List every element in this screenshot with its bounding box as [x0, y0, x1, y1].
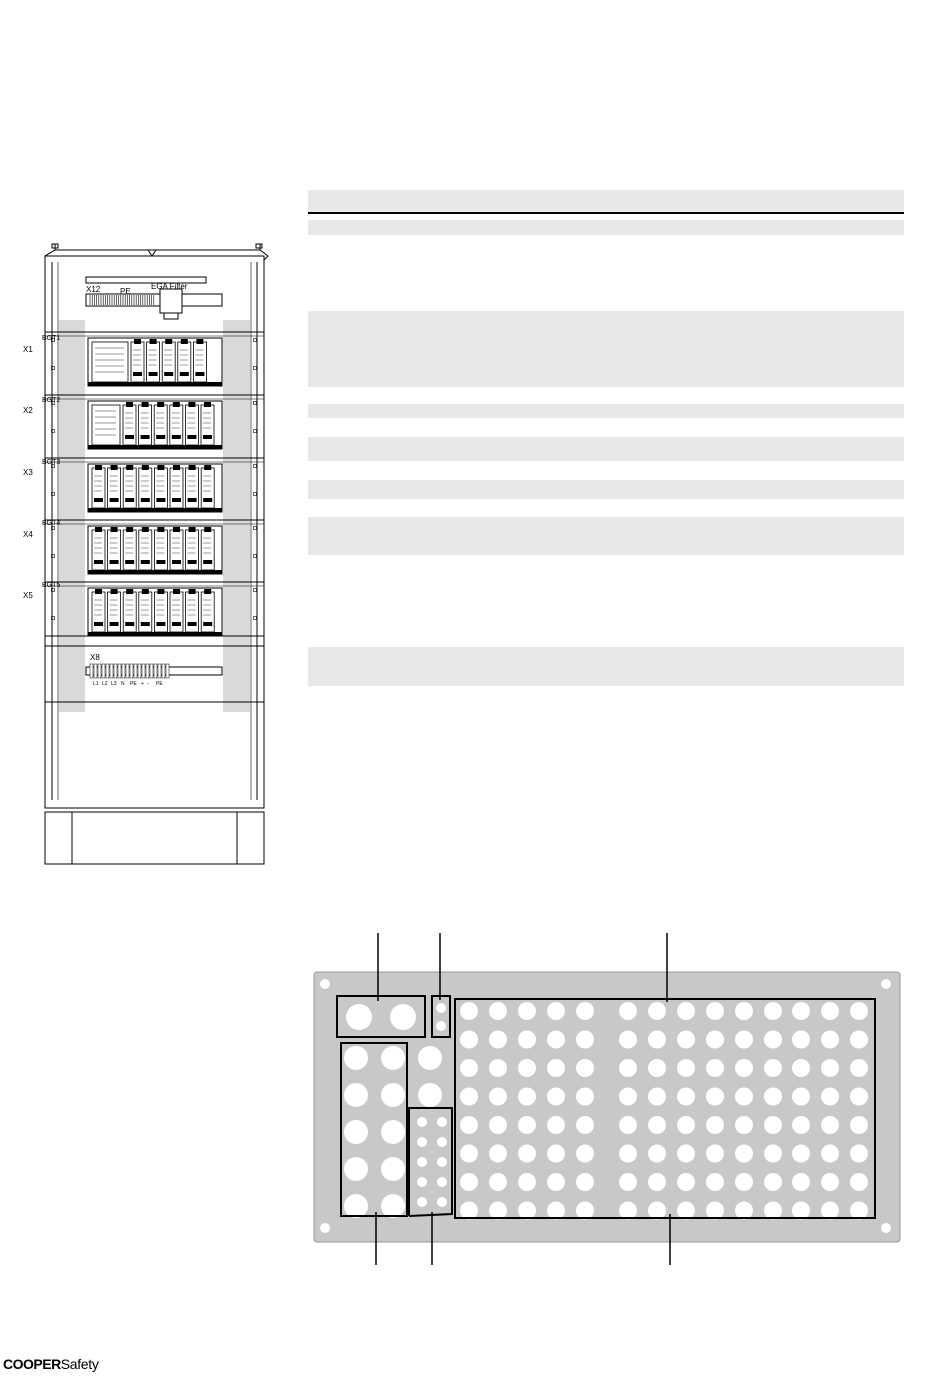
top-terminal-label: X12	[86, 285, 101, 294]
cable-entry-hole	[764, 1116, 782, 1134]
cable-entry-hole	[547, 1202, 565, 1220]
terminal-block	[162, 664, 165, 678]
terminal-marking: N	[121, 681, 125, 687]
cable-entry-hole	[518, 1145, 536, 1163]
module-connector	[142, 402, 149, 407]
module-connector	[189, 589, 196, 594]
cable-entry-hole	[850, 1002, 868, 1020]
cable-entry-hole	[619, 1173, 637, 1191]
cable-entry-hole	[648, 1173, 666, 1191]
cable-entry-hole	[619, 1059, 637, 1077]
cable-entry-hole	[518, 1088, 536, 1106]
module-connector	[157, 527, 164, 532]
terminal-block	[130, 664, 133, 678]
terminal-marking: +	[141, 681, 144, 687]
terminal-block	[166, 664, 169, 678]
terminal-block	[118, 664, 121, 678]
module-connector	[203, 622, 212, 626]
cable-entry-hole	[764, 1088, 782, 1106]
gland-plate	[314, 933, 900, 1265]
mount-hole	[881, 979, 891, 989]
rack-rail	[88, 508, 222, 512]
module-connector	[156, 622, 165, 626]
cable-entry-hole	[381, 1083, 405, 1107]
cable-entry-hole	[390, 1004, 416, 1030]
cable-entry-hole	[518, 1202, 536, 1220]
module-connector	[180, 372, 189, 376]
cable-entry-hole	[735, 1145, 753, 1163]
module-connector	[110, 498, 119, 502]
ega-filter	[160, 289, 182, 313]
cable-entry-hole	[706, 1145, 724, 1163]
cable-entry-hole	[850, 1059, 868, 1077]
cable-entry-hole	[648, 1031, 666, 1049]
cable-entry-hole	[518, 1031, 536, 1049]
cable-entry-hole	[764, 1031, 782, 1049]
module-connector	[142, 527, 149, 532]
module-connector	[157, 589, 164, 594]
cable-entry-hole	[792, 1116, 810, 1134]
cable-entry-hole	[764, 1002, 782, 1020]
module-connector	[141, 498, 150, 502]
cable-entry-hole	[344, 1083, 368, 1107]
top-pe-label: PE	[120, 287, 131, 296]
module-connector	[126, 589, 133, 594]
cable-entry-hole	[547, 1002, 565, 1020]
module-connector	[173, 465, 180, 470]
terminal-block	[142, 664, 145, 678]
cable-entry-hole	[735, 1002, 753, 1020]
terminal-block	[158, 664, 161, 678]
terminal-marking: L3	[111, 681, 117, 687]
module-connector	[156, 435, 165, 439]
cable-entry-hole	[547, 1173, 565, 1191]
cable-entry-hole	[460, 1116, 478, 1134]
module-connector	[126, 465, 133, 470]
module-connector	[172, 498, 181, 502]
cable-entry-hole	[436, 1003, 446, 1013]
cable-entry-hole	[576, 1088, 594, 1106]
cable-entry-hole	[792, 1202, 810, 1220]
cable-entry-hole	[706, 1059, 724, 1077]
cable-entry-hole	[489, 1202, 507, 1220]
cable-entry-hole	[547, 1031, 565, 1049]
terminal-marking: PE	[130, 681, 137, 687]
cable-entry-hole	[648, 1202, 666, 1220]
module-connector	[204, 527, 211, 532]
module-connector	[125, 622, 134, 626]
module-connector	[111, 589, 118, 594]
rack-rail	[88, 445, 222, 449]
cable-entry-hole	[436, 1021, 446, 1031]
cable-entry-hole	[792, 1173, 810, 1191]
cable-entry-hole	[576, 1116, 594, 1134]
terminal-marking: -	[147, 681, 149, 687]
cable-entry-hole	[648, 1116, 666, 1134]
cable-entry-hole	[437, 1157, 447, 1167]
mount-hole	[320, 1223, 330, 1233]
cable-entry-hole	[437, 1197, 447, 1207]
module-connector	[126, 402, 133, 407]
module-connector	[95, 527, 102, 532]
cable-entry-hole	[489, 1031, 507, 1049]
strip-label: X2	[23, 406, 33, 415]
strip-label: X5	[23, 591, 33, 600]
terminal-marking: L2	[102, 681, 108, 687]
cable-entry-hole	[460, 1059, 478, 1077]
cable-entry-hole	[418, 1046, 442, 1070]
module-connector	[188, 560, 197, 564]
cable-entry-hole	[518, 1002, 536, 1020]
cable-entry-hole	[677, 1031, 695, 1049]
module-label: BGT1	[42, 335, 61, 342]
cable-entry-hole	[381, 1046, 405, 1070]
cable-entry-hole	[576, 1173, 594, 1191]
module-connector	[111, 527, 118, 532]
terminal-block	[114, 664, 117, 678]
filter-label: EGA Filter	[151, 282, 188, 291]
cable-entry-hole	[417, 1117, 427, 1127]
cable-entry-hole	[706, 1116, 724, 1134]
cable-entry-hole	[346, 1004, 372, 1030]
cable-entry-hole	[850, 1116, 868, 1134]
cooper-safety-logo	[3, 1356, 99, 1372]
cable-entry-hole	[417, 1177, 427, 1187]
cable-entry-hole	[706, 1202, 724, 1220]
module-label: BGT2	[42, 397, 61, 404]
cable-entry-hole	[489, 1173, 507, 1191]
cable-entry-hole	[850, 1145, 868, 1163]
strip-label: X1	[23, 345, 33, 354]
cable-entry-hole	[437, 1177, 447, 1187]
terminal-block	[154, 664, 157, 678]
cable-entry-hole	[792, 1088, 810, 1106]
module-connector	[173, 527, 180, 532]
cable-entry-hole	[735, 1088, 753, 1106]
cable-entry-hole	[619, 1088, 637, 1106]
cable-entry-hole	[764, 1059, 782, 1077]
cable-entry-hole	[648, 1145, 666, 1163]
module-connector	[110, 560, 119, 564]
cable-entry-hole	[764, 1145, 782, 1163]
module-connector	[173, 402, 180, 407]
cable-entry-hole	[677, 1002, 695, 1020]
terminal-block	[94, 664, 97, 678]
cable-entry-hole	[518, 1173, 536, 1191]
cable-entry-hole	[792, 1059, 810, 1077]
module-connector	[195, 372, 204, 376]
module-connector	[188, 622, 197, 626]
cable-entry-hole	[547, 1088, 565, 1106]
cable-entry-hole	[460, 1031, 478, 1049]
cable-entry-hole	[677, 1116, 695, 1134]
module-connector	[125, 435, 134, 439]
cable-entry-hole	[706, 1173, 724, 1191]
cable-entry-hole	[821, 1002, 839, 1020]
module-connector	[203, 435, 212, 439]
module-connector	[204, 465, 211, 470]
module-connector	[157, 402, 164, 407]
cable-entry-hole	[619, 1031, 637, 1049]
cable-entry-hole	[417, 1197, 427, 1207]
cable-entry-hole	[344, 1046, 368, 1070]
module-connector	[157, 465, 164, 470]
terminal-marking: L1	[93, 681, 99, 687]
module-connector	[142, 589, 149, 594]
module-connector	[141, 435, 150, 439]
cable-entry-hole	[792, 1145, 810, 1163]
cable-entry-hole	[417, 1137, 427, 1147]
module-connector	[196, 339, 203, 344]
cable-entry-hole	[417, 1157, 427, 1167]
terminal-block	[134, 664, 137, 678]
cable-entry-hole	[735, 1059, 753, 1077]
module-connector	[126, 527, 133, 532]
module-connector	[149, 372, 158, 376]
terminal-block	[126, 664, 129, 678]
cable-entry-hole	[764, 1202, 782, 1220]
cable-entry-hole	[735, 1116, 753, 1134]
cable-entry-hole	[576, 1059, 594, 1077]
terminal-block	[90, 664, 93, 678]
module-connector	[173, 589, 180, 594]
cable-entry-hole	[821, 1059, 839, 1077]
cable-entry-hole	[792, 1002, 810, 1020]
cable-entry-hole	[764, 1173, 782, 1191]
module-connector	[164, 372, 173, 376]
terminal-block	[138, 664, 141, 678]
cable-entry-hole	[489, 1145, 507, 1163]
cable-entry-hole	[677, 1145, 695, 1163]
rack-rail	[88, 570, 222, 574]
module-label: BGT4	[42, 520, 61, 527]
module-connector	[125, 560, 134, 564]
module-connector	[204, 402, 211, 407]
cable-channel-right	[223, 320, 250, 712]
logo-suffix: Safety	[60, 1356, 99, 1372]
mount-hole	[881, 1223, 891, 1233]
cable-entry-hole	[792, 1031, 810, 1049]
terminal-block	[106, 664, 109, 678]
cable-entry-hole	[460, 1002, 478, 1020]
cable-entry-hole	[381, 1157, 405, 1181]
cable-entry-hole	[821, 1173, 839, 1191]
module-connector	[172, 435, 181, 439]
cable-entry-hole	[850, 1031, 868, 1049]
module-connector	[203, 498, 212, 502]
cable-entry-hole	[706, 1002, 724, 1020]
module-label: BGT3	[42, 459, 61, 466]
module-connector	[94, 560, 103, 564]
cable-entry-hole	[821, 1202, 839, 1220]
cable-entry-hole	[344, 1157, 368, 1181]
terminal-marking: PE	[156, 681, 163, 687]
cable-entry-hole	[677, 1173, 695, 1191]
cable-entry-hole	[576, 1145, 594, 1163]
terminal-block	[110, 664, 113, 678]
cable-entry-hole	[619, 1116, 637, 1134]
cable-entry-hole	[821, 1088, 839, 1106]
bottom-terminal-label: X8	[90, 653, 100, 662]
cable-entry-hole	[735, 1173, 753, 1191]
terminal-block	[146, 664, 149, 678]
mount-hole	[320, 979, 330, 989]
cable-entry-hole	[619, 1145, 637, 1163]
cable-entry-hole	[460, 1145, 478, 1163]
cable-entry-hole	[576, 1031, 594, 1049]
module-connector	[188, 498, 197, 502]
terminal-block	[122, 664, 125, 678]
cable-entry-hole	[460, 1088, 478, 1106]
cable-entry-hole	[648, 1002, 666, 1020]
module-connector	[134, 339, 141, 344]
cable-entry-hole	[850, 1088, 868, 1106]
cable-entry-hole	[489, 1116, 507, 1134]
cable-entry-hole	[677, 1059, 695, 1077]
cable-entry-hole	[850, 1173, 868, 1191]
cable-entry-hole	[619, 1002, 637, 1020]
module-connector	[204, 589, 211, 594]
cable-entry-hole	[677, 1202, 695, 1220]
module-connector	[95, 589, 102, 594]
module-connector	[189, 527, 196, 532]
terminal-block	[98, 664, 101, 678]
module-label: BGT5	[42, 582, 61, 589]
strip-label: X3	[23, 468, 33, 477]
cable-entry-hole	[344, 1120, 368, 1144]
module-connector	[111, 465, 118, 470]
cable-entry-hole	[706, 1031, 724, 1049]
cabinet-plinth	[45, 812, 264, 864]
cable-entry-hole	[821, 1116, 839, 1134]
rack-rail	[88, 632, 222, 636]
module-connector	[156, 560, 165, 564]
cable-entry-hole	[460, 1202, 478, 1220]
cable-entry-hole	[576, 1202, 594, 1220]
cable-entry-hole	[576, 1002, 594, 1020]
module-connector	[203, 560, 212, 564]
rack-rail	[88, 382, 222, 386]
cable-entry-hole	[489, 1059, 507, 1077]
cable-entry-hole	[518, 1116, 536, 1134]
cable-entry-hole	[547, 1145, 565, 1163]
cable-entry-hole	[706, 1088, 724, 1106]
module-connector	[141, 622, 150, 626]
cable-entry-hole	[489, 1002, 507, 1020]
module-connector	[165, 339, 172, 344]
module-connector	[181, 339, 188, 344]
cable-entry-hole	[547, 1116, 565, 1134]
cable-entry-hole	[460, 1173, 478, 1191]
logo-brand: COOPER	[3, 1356, 61, 1372]
module-connector	[150, 339, 157, 344]
terminal-block	[102, 664, 105, 678]
cable-entry-hole	[850, 1202, 868, 1220]
cable-entry-hole	[821, 1031, 839, 1049]
strip-label: X4	[23, 530, 33, 539]
cable-entry-hole	[437, 1117, 447, 1127]
module-connector	[110, 622, 119, 626]
module-connector	[189, 465, 196, 470]
cable-entry-hole	[648, 1059, 666, 1077]
module-connector	[95, 465, 102, 470]
module-connector	[94, 622, 103, 626]
cable-entry-hole	[489, 1088, 507, 1106]
cable-entry-hole	[821, 1145, 839, 1163]
module-connector	[94, 498, 103, 502]
cable-entry-hole	[518, 1059, 536, 1077]
module-connector	[172, 560, 181, 564]
module-connector	[142, 465, 149, 470]
cable-entry-hole	[735, 1031, 753, 1049]
cable-entry-hole	[735, 1202, 753, 1220]
module-connector	[133, 372, 142, 376]
cable-entry-hole	[344, 1194, 368, 1218]
module-connector	[125, 498, 134, 502]
cable-channel-left	[59, 320, 85, 712]
module-connector	[156, 498, 165, 502]
cable-entry-hole	[418, 1083, 442, 1107]
terminal-block	[150, 664, 153, 678]
cable-entry-hole	[437, 1137, 447, 1147]
module-connector	[188, 402, 195, 407]
cable-entry-hole	[648, 1088, 666, 1106]
module-connector	[141, 560, 150, 564]
cable-entry-hole	[547, 1059, 565, 1077]
cable-entry-hole	[677, 1088, 695, 1106]
module-connector	[187, 435, 196, 439]
cable-entry-hole	[619, 1202, 637, 1220]
cable-entry-hole	[381, 1194, 405, 1218]
cable-entry-hole	[381, 1120, 405, 1144]
module-connector	[172, 622, 181, 626]
